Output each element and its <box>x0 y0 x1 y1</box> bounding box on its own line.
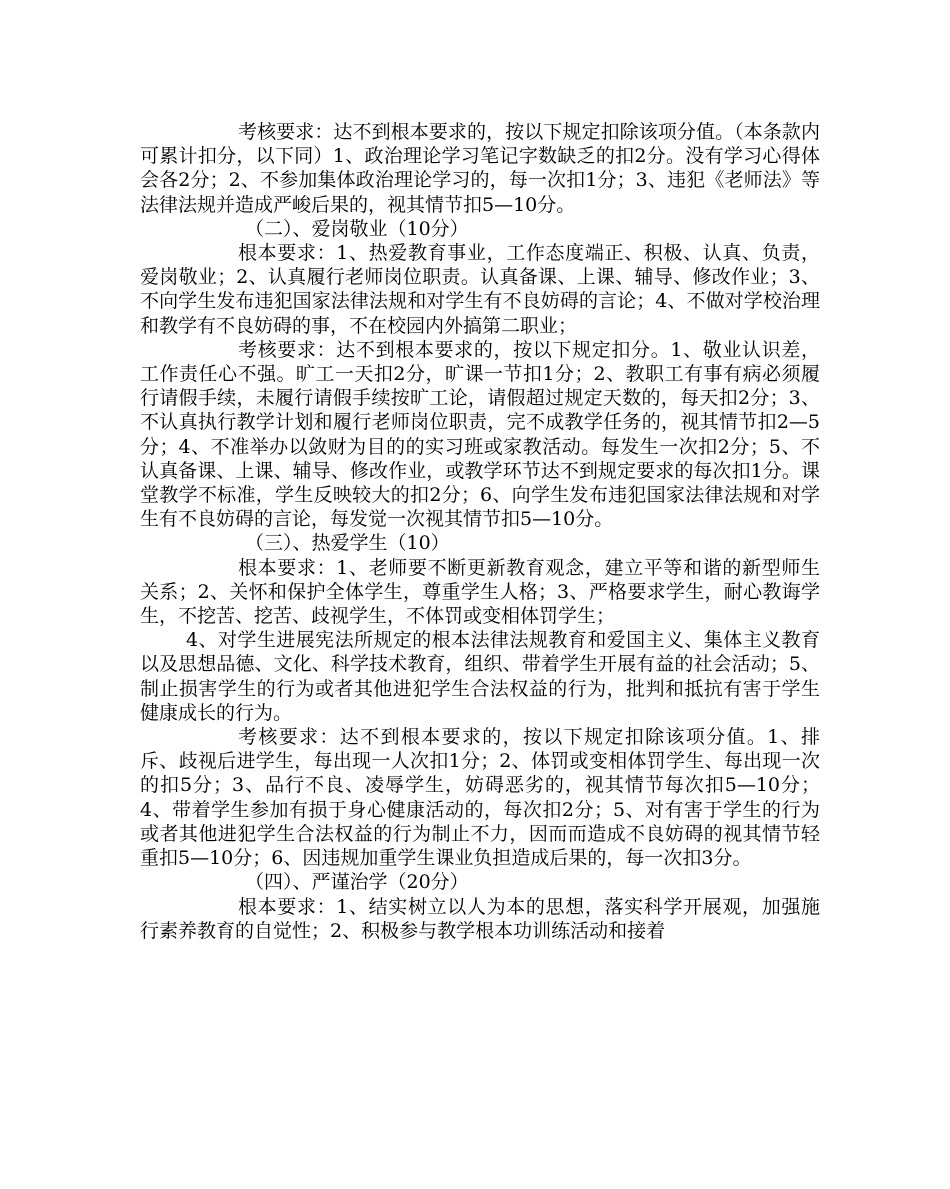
paragraph-assessment-2: 考核要求：达不到根本要求的，按以下规定扣分。1、敬业认识差，工作责任心不强。旷工一天扣2分，旷课一节扣1分；2、教职工有事有病必须履行请假手续，未履行请假手续按旷工论，请假超过规定天数的，每天扣2分；3、不认真执行教学计划和履行老师岗位职责，完不成教学任务的，视其情节扣2—5分；4、不准举办以敛财为目的的实习班或家教活动。每发生一次扣2分；5、不认真备课、上课、辅导、修改作业，或教学环节达不到规定要求的每次扣1分。课堂教学不标准，学生反映较大的扣2分；6、向学生发布违犯国家法律法规和对学生有不良妨碍的言论，每发觉一次视其情节扣5—10分。 <box>140 338 820 531</box>
paragraph-basic-requirement-3: 根本要求：1、老师要不断更新教育观念，建立平等和谐的新型师生关系；2、关怀和保护全体学生，尊重学生人格；3、严格要求学生，耐心教诲学生，不挖苦、挖苦、歧视学生，不体罚或变相体罚学生； <box>140 556 820 628</box>
paragraph-basic-requirement-2: 根本要求：1、热爱教育事业，工作态度端正、积极、认真、负责，爱岗敬业；2、认真履行老师岗位职责。认真备课、上课、辅导、修改作业；3、不向学生发布违犯国家法律法规和对学生有不良妨碍的言论；4、不做对学校治理和教学有不良妨碍的事，不在校园内外搞第二职业； <box>140 242 820 337</box>
section-heading-4: （四）、严谨治学（20分） <box>245 871 469 894</box>
paragraph-assessment-3: 考核要求：达不到根本要求的，按以下规定扣除该项分值。1、排斥、歧视后进学生，每出现一人次扣1分；2、体罚或变相体罚学生、每出现一次的扣5分；3、品行不良、凌辱学生，妨碍恶劣的，视其情节每次扣5—10分；4、带着学生参加有损于身心健康活动的，每次扣2分；5、对有害于学生的行为或者其他进犯学生合法权益的行为制止不力，因而而造成不良妨碍的视其情节轻重扣5—10分；6、因违规加重学生课业负担造成后果的，每一次扣3分。 <box>140 726 820 870</box>
paragraph-assessment-1: 考核要求：达不到根本要求的，按以下规定扣除该项分值。（本条款内可累计扣分，以下同）1、政治理论学习笔记字数缺乏的扣2分。没有学习心得体会各2分；2、不参加集体政治理论学习的，每一次扣1分；3、违犯《老师法》等法律法规并造成严峻后果的，视其情节扣5—10分。 <box>140 121 820 216</box>
section-heading-2: （二）、爱岗敬业（10分） <box>245 217 469 240</box>
section-heading-3: （三）、热爱学生（10） <box>245 532 450 555</box>
paragraph-basic-requirement-4: 根本要求：1、结实树立以人为本的思想，落实科学开展观，加强施行素养教育的自觉性；2、积极参与教学根本功训练活动和接着 <box>140 895 820 942</box>
document-body <box>140 120 820 943</box>
paragraph-basic-requirement-3-cont: 4、对学生进展宪法所规定的根本法律法规教育和爱国主义、集体主义教育以及思想品德、文化、科学技术教育，组织、带着学生开展有益的社会活动；5、制止损害学生的行为或者其他进犯学生合法权益的行为，批判和抵抗有害于学生健康成长的行为。 <box>140 629 820 724</box>
